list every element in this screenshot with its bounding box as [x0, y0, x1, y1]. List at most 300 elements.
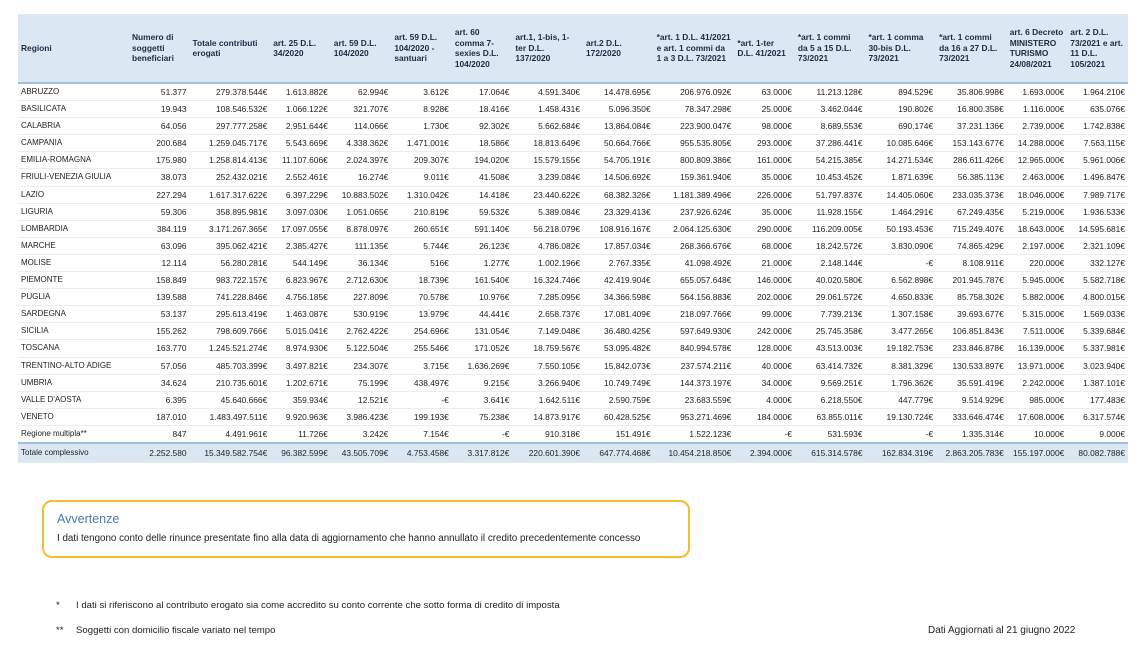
- value-cell: 23.329.413€: [583, 203, 654, 220]
- value-cell: 4.338.362€: [331, 135, 392, 152]
- value-cell: 13.979€: [391, 306, 452, 323]
- value-cell: 111.135€: [331, 237, 392, 254]
- value-cell: 3.023.940€: [1067, 357, 1128, 374]
- update-date: Dati Aggiornati al 21 giugno 2022: [928, 625, 1076, 636]
- value-cell: 690.174€: [866, 118, 937, 135]
- value-cell: 3.986.423€: [331, 408, 392, 425]
- value-cell: 297.777.258€: [190, 118, 271, 135]
- value-cell: 114.066€: [331, 118, 392, 135]
- value-cell: 23.440.622€: [512, 186, 583, 203]
- value-cell: 6.317.574€: [1067, 408, 1128, 425]
- value-cell: 10.454.218.850€: [654, 443, 735, 463]
- value-cell: 5.744€: [391, 237, 452, 254]
- value-cell: 3.317.812€: [452, 443, 513, 463]
- value-cell: -€: [391, 391, 452, 408]
- value-cell: 798.609.766€: [190, 323, 271, 340]
- region-cell: ABRUZZO: [18, 83, 129, 101]
- column-header: *art. 1 commi da 5 a 15 D.L. 73/2021: [795, 14, 866, 83]
- value-cell: 18.643.000€: [1007, 220, 1068, 237]
- footnote-1: [56, 600, 560, 611]
- value-cell: 1.307.158€: [866, 306, 937, 323]
- column-header: art. 25 D.L. 34/2020: [270, 14, 331, 83]
- value-cell: 51.797.837€: [795, 186, 866, 203]
- value-cell: 199.193€: [391, 408, 452, 425]
- value-cell: 62.994€: [331, 83, 392, 101]
- region-cell: MARCHE: [18, 237, 129, 254]
- value-cell: 5.122.504€: [331, 340, 392, 357]
- value-cell: 5.219.000€: [1007, 203, 1068, 220]
- value-cell: 155.262: [129, 323, 190, 340]
- value-cell: 177.483€: [1067, 391, 1128, 408]
- value-cell: 11.213.128€: [795, 83, 866, 101]
- value-cell: 4.800.015€: [1067, 289, 1128, 306]
- value-cell: 70.578€: [391, 289, 452, 306]
- value-cell: 106.851.843€: [936, 323, 1007, 340]
- value-cell: 42.419.904€: [583, 272, 654, 289]
- column-header: art. 6 Decreto MINISTERO TURISMO 24/08/2021: [1007, 14, 1068, 83]
- region-cell: TRENTINO-ALTO ADIGE: [18, 357, 129, 374]
- value-cell: 9.215€: [452, 374, 513, 391]
- table-row: [18, 272, 1128, 289]
- value-cell: 2.712.630€: [331, 272, 392, 289]
- table-row: [18, 135, 1128, 152]
- value-cell: 37.286.441€: [795, 135, 866, 152]
- value-cell: 5.582.718€: [1067, 272, 1128, 289]
- value-cell: 8.108.911€: [936, 254, 1007, 271]
- value-cell: 60.428.525€: [583, 408, 654, 425]
- footnote-mark: **: [56, 625, 64, 636]
- table-row: [18, 408, 1128, 425]
- value-cell: 35.806.998€: [936, 83, 1007, 101]
- value-cell: 220.000€: [1007, 254, 1068, 271]
- column-header: art.2 D.L. 172/2020: [583, 14, 654, 83]
- value-cell: 7.739.213€: [795, 306, 866, 323]
- value-cell: 9.011€: [391, 169, 452, 186]
- value-cell: 14.506.692€: [583, 169, 654, 186]
- value-cell: 74.865.429€: [936, 237, 1007, 254]
- value-cell: 252.432.021€: [190, 169, 271, 186]
- value-cell: 159.361.940€: [654, 169, 735, 186]
- value-cell: 40.020.580€: [795, 272, 866, 289]
- value-cell: 227.294: [129, 186, 190, 203]
- value-cell: 18.046.000€: [1007, 186, 1068, 203]
- value-cell: 17.081.409€: [583, 306, 654, 323]
- value-cell: 13.971.000€: [1007, 357, 1068, 374]
- region-cell: VENETO: [18, 408, 129, 425]
- value-cell: 68.000€: [734, 237, 795, 254]
- value-cell: 18.759.567€: [512, 340, 583, 357]
- value-cell: 953.271.469€: [654, 408, 735, 425]
- value-cell: 1.496.847€: [1067, 169, 1128, 186]
- value-cell: 564.156.883€: [654, 289, 735, 306]
- value-cell: 741.228.846€: [190, 289, 271, 306]
- value-cell: 116.209.005€: [795, 220, 866, 237]
- value-cell: 2.024.397€: [331, 152, 392, 169]
- value-cell: 800.809.386€: [654, 152, 735, 169]
- value-cell: 227.809€: [331, 289, 392, 306]
- value-cell: 184.000€: [734, 408, 795, 425]
- value-cell: 57.056: [129, 357, 190, 374]
- value-cell: 840.994.578€: [654, 340, 735, 357]
- value-cell: 1.569.033€: [1067, 306, 1128, 323]
- value-cell: 40.000€: [734, 357, 795, 374]
- value-cell: 5.961.006€: [1067, 152, 1128, 169]
- value-cell: 36.134€: [331, 254, 392, 271]
- value-cell: 6.397.229€: [270, 186, 331, 203]
- value-cell: 1.871.639€: [866, 169, 937, 186]
- region-cell: TOSCANA: [18, 340, 129, 357]
- value-cell: 1.483.497.511€: [190, 408, 271, 425]
- table-row: [18, 83, 1128, 101]
- value-cell: 597.649.930€: [654, 323, 735, 340]
- region-cell: VALLE D'AOSTA: [18, 391, 129, 408]
- region-cell: EMILIA-ROMAGNA: [18, 152, 129, 169]
- value-cell: 9.514.929€: [936, 391, 1007, 408]
- value-cell: 5.096.350€: [583, 101, 654, 118]
- value-cell: 14.478.695€: [583, 83, 654, 101]
- value-cell: 2.242.000€: [1007, 374, 1068, 391]
- value-cell: 6.395: [129, 391, 190, 408]
- value-cell: 99.000€: [734, 306, 795, 323]
- value-cell: 171.052€: [452, 340, 513, 357]
- value-cell: 59.306: [129, 203, 190, 220]
- value-cell: 2.863.205.783€: [936, 443, 1007, 463]
- value-cell: 1.964.210€: [1067, 83, 1128, 101]
- value-cell: 59.532€: [452, 203, 513, 220]
- value-cell: 4.000€: [734, 391, 795, 408]
- column-header: *art. 1 comma 30-bis D.L. 73/2021: [866, 14, 937, 83]
- value-cell: 544.149€: [270, 254, 331, 271]
- value-cell: 202.000€: [734, 289, 795, 306]
- value-cell: 7.563.115€: [1067, 135, 1128, 152]
- column-header: *art. 1 D.L. 41/2021 e art. 1 commi da 1 a 3 D.L. 73/2021: [654, 14, 735, 83]
- value-cell: 63.000€: [734, 83, 795, 101]
- column-header: *art. 1 commi da 16 a 27 D.L. 73/2021: [936, 14, 1007, 83]
- value-cell: 12.965.000€: [1007, 152, 1068, 169]
- value-cell: 206.976.092€: [654, 83, 735, 101]
- value-cell: 2.394.000€: [734, 443, 795, 463]
- value-cell: 242.000€: [734, 323, 795, 340]
- table-row: [18, 374, 1128, 391]
- value-cell: 8.928€: [391, 101, 452, 118]
- value-cell: 34.000€: [734, 374, 795, 391]
- value-cell: 286.611.426€: [936, 152, 1007, 169]
- value-cell: 92.302€: [452, 118, 513, 135]
- table-row: [18, 237, 1128, 254]
- value-cell: 655.057.648€: [654, 272, 735, 289]
- footnote-mark: *: [56, 600, 60, 611]
- value-cell: 910.318€: [512, 425, 583, 443]
- value-cell: 14.873.917€: [512, 408, 583, 425]
- value-cell: 3.171.267.365€: [190, 220, 271, 237]
- value-cell: 290.000€: [734, 220, 795, 237]
- value-cell: 17.097.055€: [270, 220, 331, 237]
- value-cell: 5.315.000€: [1007, 306, 1068, 323]
- value-cell: 279.378.544€: [190, 83, 271, 101]
- value-cell: 2.385.427€: [270, 237, 331, 254]
- value-cell: 200.684: [129, 135, 190, 152]
- value-cell: 2.321.109€: [1067, 237, 1128, 254]
- value-cell: 16.274€: [331, 169, 392, 186]
- value-cell: 56.280.281€: [190, 254, 271, 271]
- value-cell: 1.066.122€: [270, 101, 331, 118]
- value-cell: 23.683.559€: [654, 391, 735, 408]
- value-cell: 2.197.000€: [1007, 237, 1068, 254]
- value-cell: 130.533.897€: [936, 357, 1007, 374]
- value-cell: 4.753.458€: [391, 443, 452, 463]
- value-cell: 1.617.317.622€: [190, 186, 271, 203]
- value-cell: 210.819€: [391, 203, 452, 220]
- value-cell: 44.441€: [452, 306, 513, 323]
- table-row: [18, 186, 1128, 203]
- value-cell: 155.197.000€: [1007, 443, 1068, 463]
- value-cell: 4.591.340€: [512, 83, 583, 101]
- value-cell: 3.242€: [331, 425, 392, 443]
- footnote-text: Soggetti con domicilio fiscale variato nel tempo: [76, 625, 276, 636]
- region-cell: FRIULI-VENEZIA GIULIA: [18, 169, 129, 186]
- table-row: [18, 425, 1128, 443]
- table-row: [18, 254, 1128, 271]
- value-cell: 516€: [391, 254, 452, 271]
- value-cell: 5.339.684€: [1067, 323, 1128, 340]
- value-cell: 3.477.265€: [866, 323, 937, 340]
- contributions-table-container: [18, 14, 1128, 463]
- value-cell: 2.739.000€: [1007, 118, 1068, 135]
- value-cell: 17.064€: [452, 83, 513, 101]
- value-cell: 144.373.197€: [654, 374, 735, 391]
- region-cell: UMBRIA: [18, 374, 129, 391]
- value-cell: 56.218.079€: [512, 220, 583, 237]
- value-cell: 237.574.211€: [654, 357, 735, 374]
- value-cell: 15.579.155€: [512, 152, 583, 169]
- value-cell: 358.895.981€: [190, 203, 271, 220]
- column-header: Numero di soggetti beneficiari: [129, 14, 190, 83]
- value-cell: 108.546.532€: [190, 101, 271, 118]
- region-cell: CAMPANIA: [18, 135, 129, 152]
- value-cell: 7.285.095€: [512, 289, 583, 306]
- total-row: [18, 443, 1128, 463]
- value-cell: -€: [452, 425, 513, 443]
- value-cell: 7.989.717€: [1067, 186, 1128, 203]
- value-cell: 16.324.746€: [512, 272, 583, 289]
- value-cell: 1.613.882€: [270, 83, 331, 101]
- value-cell: 34.624: [129, 374, 190, 391]
- value-cell: 531.593€: [795, 425, 866, 443]
- table-row: [18, 152, 1128, 169]
- value-cell: 163.770: [129, 340, 190, 357]
- value-cell: 5.337.981€: [1067, 340, 1128, 357]
- value-cell: 37.231.136€: [936, 118, 1007, 135]
- contributions-table: [18, 14, 1128, 463]
- column-header: art. 2 D.L. 73/2021 e art. 11 D.L. 105/2021: [1067, 14, 1128, 83]
- value-cell: 29.061.572€: [795, 289, 866, 306]
- value-cell: 6.218.550€: [795, 391, 866, 408]
- value-cell: 13.864.084€: [583, 118, 654, 135]
- value-cell: 53.095.482€: [583, 340, 654, 357]
- column-header: art. 60 comma 7-sexies D.L. 104/2020: [452, 14, 513, 83]
- value-cell: 18.813.649€: [512, 135, 583, 152]
- value-cell: 51.377: [129, 83, 190, 101]
- value-cell: 5.389.084€: [512, 203, 583, 220]
- value-cell: 64.056: [129, 118, 190, 135]
- value-cell: 635.076€: [1067, 101, 1128, 118]
- value-cell: 19.130.724€: [866, 408, 937, 425]
- value-cell: 11.928.155€: [795, 203, 866, 220]
- value-cell: 39.693.677€: [936, 306, 1007, 323]
- value-cell: 67.249.435€: [936, 203, 1007, 220]
- value-cell: 209.307€: [391, 152, 452, 169]
- value-cell: 1.051.065€: [331, 203, 392, 220]
- region-cell: LAZIO: [18, 186, 129, 203]
- column-header: art. 59 D.L. 104/2020: [331, 14, 392, 83]
- table-header-row: [18, 14, 1128, 83]
- value-cell: 96.382.599€: [270, 443, 331, 463]
- value-cell: 14.405.060€: [866, 186, 937, 203]
- value-cell: 260.651€: [391, 220, 452, 237]
- value-cell: 2.762.422€: [331, 323, 392, 340]
- value-cell: 5.543.669€: [270, 135, 331, 152]
- column-header: art. 59 D.L. 104/2020 - santuari: [391, 14, 452, 83]
- value-cell: 591.140€: [452, 220, 513, 237]
- value-cell: 485.703.399€: [190, 357, 271, 374]
- value-cell: 2.064.125.630€: [654, 220, 735, 237]
- value-cell: 1.693.000€: [1007, 83, 1068, 101]
- value-cell: 10.453.452€: [795, 169, 866, 186]
- warning-text: I dati tengono conto delle rinunce presentate fino alla data di aggiornamento che hanno annullato il credito precedentemente concesso: [57, 533, 641, 544]
- table-row: [18, 101, 1128, 118]
- value-cell: 85.758.302€: [936, 289, 1007, 306]
- table-row: [18, 391, 1128, 408]
- value-cell: 41.098.492€: [654, 254, 735, 271]
- value-cell: 254.696€: [391, 323, 452, 340]
- value-cell: 234.307€: [331, 357, 392, 374]
- value-cell: -€: [866, 425, 937, 443]
- value-cell: 847: [129, 425, 190, 443]
- value-cell: 647.774.468€: [583, 443, 654, 463]
- value-cell: 237.926.624€: [654, 203, 735, 220]
- value-cell: 151.491€: [583, 425, 654, 443]
- value-cell: 43.513.003€: [795, 340, 866, 357]
- column-header: *art. 1-ter D.L. 41/2021: [734, 14, 795, 83]
- value-cell: 210.735.601€: [190, 374, 271, 391]
- value-cell: 36.480.425€: [583, 323, 654, 340]
- value-cell: 1.458.431€: [512, 101, 583, 118]
- footnote-2: [56, 625, 275, 636]
- value-cell: 4.650.833€: [866, 289, 937, 306]
- value-cell: 19.943: [129, 101, 190, 118]
- table-row: [18, 323, 1128, 340]
- value-cell: 63.096: [129, 237, 190, 254]
- value-cell: 54.215.385€: [795, 152, 866, 169]
- value-cell: 3.239.084€: [512, 169, 583, 186]
- value-cell: 395.062.421€: [190, 237, 271, 254]
- value-cell: 11.107.606€: [270, 152, 331, 169]
- value-cell: 447.779€: [866, 391, 937, 408]
- value-cell: 45.640.666€: [190, 391, 271, 408]
- value-cell: 34.366.598€: [583, 289, 654, 306]
- value-cell: 3.266.940€: [512, 374, 583, 391]
- value-cell: 384.119: [129, 220, 190, 237]
- value-cell: 1.796.362€: [866, 374, 937, 391]
- value-cell: 15.842.073€: [583, 357, 654, 374]
- region-cell: Totale complessivo: [18, 443, 129, 463]
- value-cell: 80.082.788€: [1067, 443, 1128, 463]
- value-cell: 233.846.878€: [936, 340, 1007, 357]
- value-cell: 2.658.737€: [512, 306, 583, 323]
- value-cell: 6.562.898€: [866, 272, 937, 289]
- value-cell: 4.756.185€: [270, 289, 331, 306]
- value-cell: 359.934€: [270, 391, 331, 408]
- value-cell: 3.830.090€: [866, 237, 937, 254]
- value-cell: 321.707€: [331, 101, 392, 118]
- value-cell: 68.382.326€: [583, 186, 654, 203]
- value-cell: 139.588: [129, 289, 190, 306]
- value-cell: 12.521€: [331, 391, 392, 408]
- region-cell: PIEMONTE: [18, 272, 129, 289]
- value-cell: 11.726€: [270, 425, 331, 443]
- value-cell: 7.511.000€: [1007, 323, 1068, 340]
- value-cell: 1.202.671€: [270, 374, 331, 391]
- value-cell: 8.878.097€: [331, 220, 392, 237]
- table-row: [18, 203, 1128, 220]
- value-cell: 18.739€: [391, 272, 452, 289]
- value-cell: 14.288.000€: [1007, 135, 1068, 152]
- value-cell: 1.258.814.413€: [190, 152, 271, 169]
- value-cell: 16.139.000€: [1007, 340, 1068, 357]
- value-cell: 50.193.453€: [866, 220, 937, 237]
- value-cell: -€: [866, 254, 937, 271]
- value-cell: 14.271.534€: [866, 152, 937, 169]
- value-cell: 78.347.298€: [654, 101, 735, 118]
- value-cell: 1.259.045.717€: [190, 135, 271, 152]
- value-cell: 5.662.684€: [512, 118, 583, 135]
- value-cell: 955.535.805€: [654, 135, 735, 152]
- value-cell: 1.116.000€: [1007, 101, 1068, 118]
- region-cell: LOMBARDIA: [18, 220, 129, 237]
- value-cell: 161.000€: [734, 152, 795, 169]
- value-cell: 38.073: [129, 169, 190, 186]
- value-cell: 4.786.082€: [512, 237, 583, 254]
- value-cell: 1.636.269€: [452, 357, 513, 374]
- value-cell: 56.385.113€: [936, 169, 1007, 186]
- value-cell: 158.849: [129, 272, 190, 289]
- value-cell: 293.000€: [734, 135, 795, 152]
- region-cell: BASILICATA: [18, 101, 129, 118]
- value-cell: 10.749.749€: [583, 374, 654, 391]
- value-cell: 1.335.314€: [936, 425, 1007, 443]
- value-cell: 15.349.582.754€: [190, 443, 271, 463]
- value-cell: 220.601.390€: [512, 443, 583, 463]
- value-cell: 16.800.358€: [936, 101, 1007, 118]
- region-cell: SARDEGNA: [18, 306, 129, 323]
- region-cell: SICILIA: [18, 323, 129, 340]
- value-cell: 98.000€: [734, 118, 795, 135]
- table-row: [18, 220, 1128, 237]
- table-body: [18, 83, 1128, 462]
- value-cell: 530.919€: [331, 306, 392, 323]
- value-cell: 1.310.042€: [391, 186, 452, 203]
- value-cell: 26.123€: [452, 237, 513, 254]
- value-cell: 218.097.766€: [654, 306, 735, 323]
- warning-title: Avvertenze: [57, 512, 120, 526]
- table-row: [18, 169, 1128, 186]
- value-cell: 295.613.419€: [190, 306, 271, 323]
- value-cell: 6.823.967€: [270, 272, 331, 289]
- value-cell: 9.000€: [1067, 425, 1128, 443]
- region-cell: LIGURIA: [18, 203, 129, 220]
- value-cell: 2.767.335€: [583, 254, 654, 271]
- value-cell: 2.590.759€: [583, 391, 654, 408]
